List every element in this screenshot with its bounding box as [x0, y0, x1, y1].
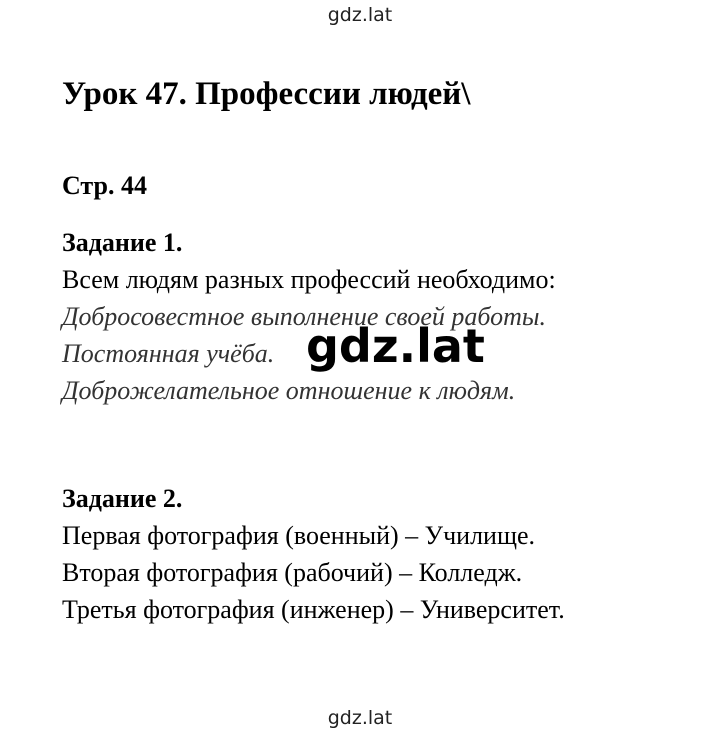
task-1-intro: Всем людям разных профессий необходимо: [62, 265, 556, 294]
watermark-bottom: gdz.lat [327, 707, 393, 729]
task-2-line: Третья фотография (инженер) – Университет. [62, 595, 565, 624]
task-1-heading: Задание 1. [62, 228, 183, 257]
task-2-heading: Задание 2. [62, 484, 183, 513]
task-1-item: Доброжелательное отношение к людям. [62, 376, 516, 405]
watermark-center: gdz.lat [306, 319, 485, 373]
task-1 [62, 224, 556, 409]
watermark-top: gdz.lat [327, 4, 393, 26]
lesson-title: Урок 47. Профессии людей\ [62, 76, 471, 112]
task-2 [62, 480, 565, 628]
task-1-item: Постоянная учёба. [62, 339, 275, 368]
page-reference: Стр. 44 [62, 171, 147, 200]
task-2-line: Вторая фотография (рабочий) – Колледж. [62, 558, 523, 587]
task-2-line: Первая фотография (военный) – Училище. [62, 521, 536, 550]
task-1-item: Добросовестное выполнение своей работы. [62, 302, 547, 331]
